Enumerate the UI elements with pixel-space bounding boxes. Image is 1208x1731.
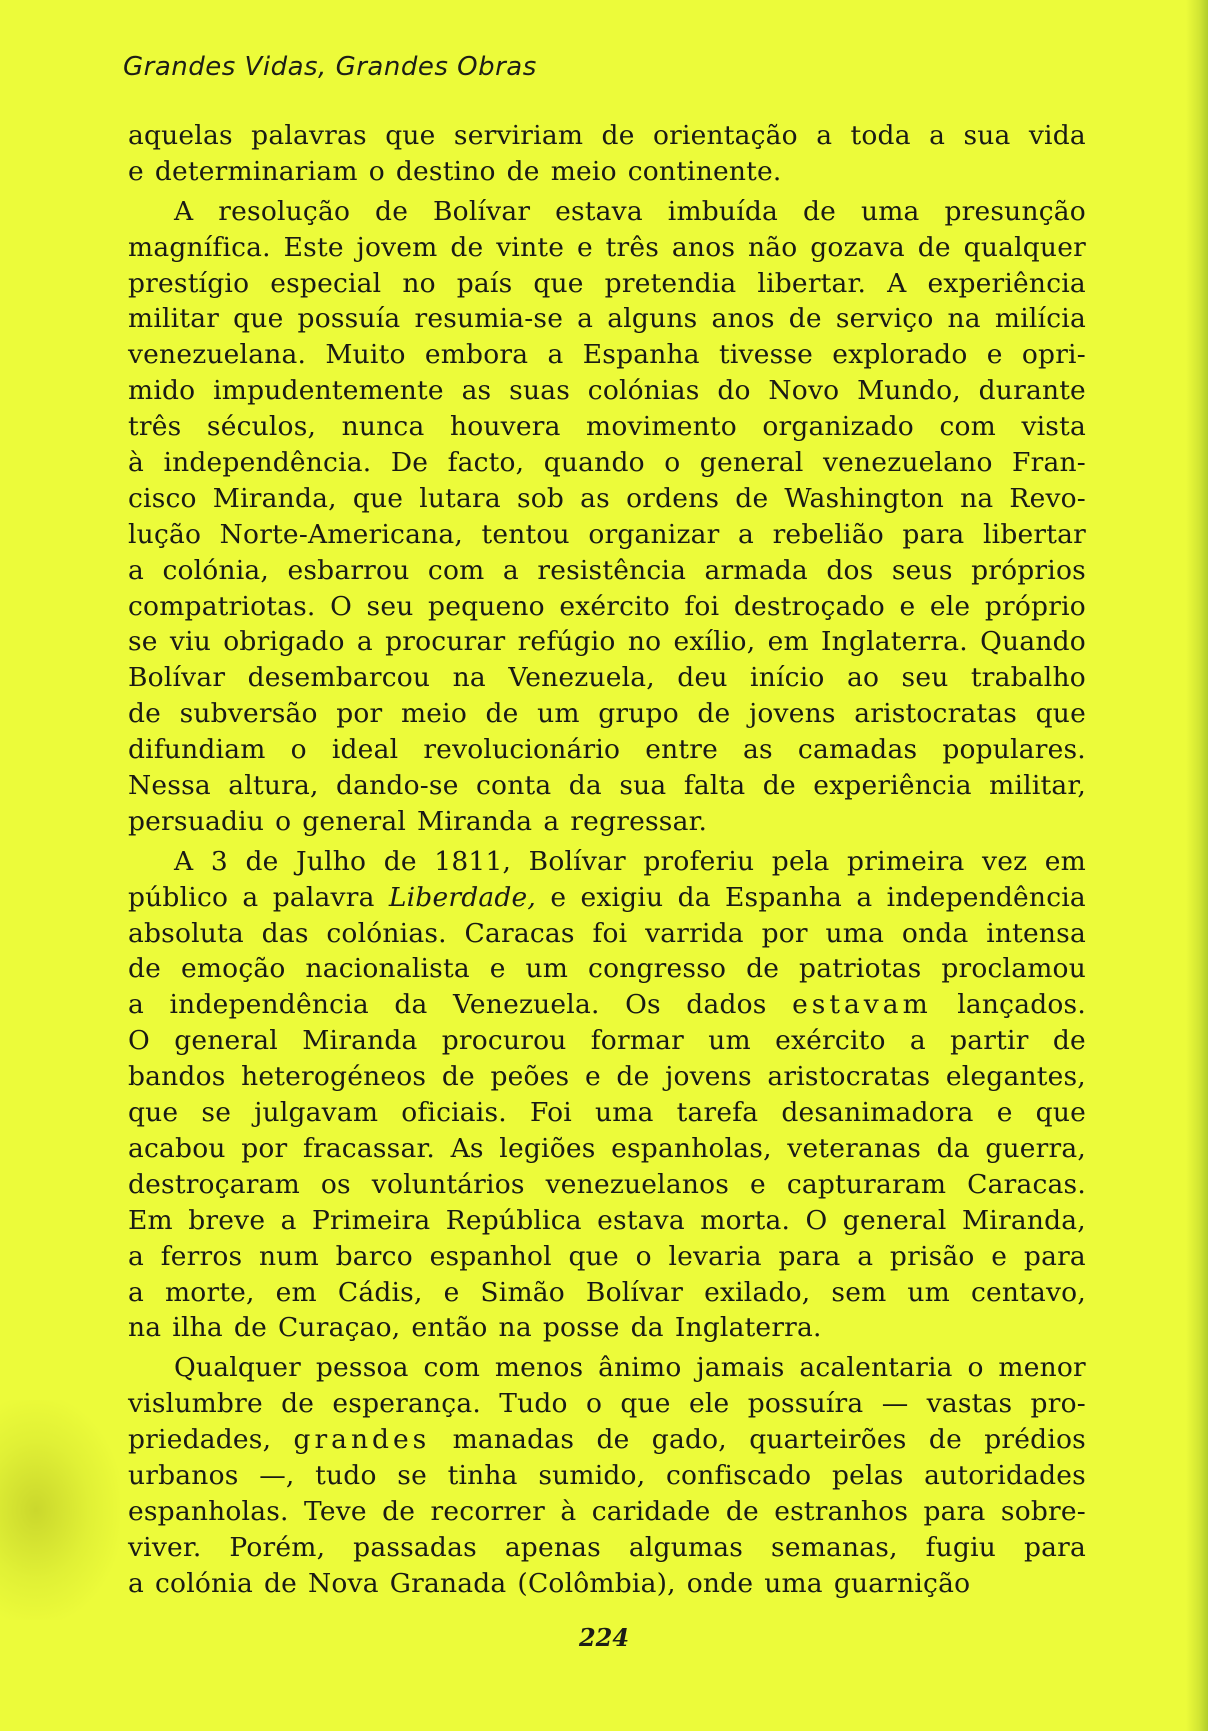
text-line: Qualquer pessoa com menos ânimo jamais acalentaria o menor xyxy=(174,1352,1086,1384)
body-text xyxy=(128,118,1086,1602)
page-edge-shadow xyxy=(1186,0,1208,1731)
text-line: priedades, grandes manadas de gado, quarteirões de prédios xyxy=(128,1424,1086,1456)
text-line: vislumbre de esperança. Tudo o que ele possuíra — vastas pro- xyxy=(128,1388,1086,1420)
text-line: Bolívar desembarcou na Venezuela, deu início ao seu trabalho xyxy=(128,662,1086,694)
text-line: se viu obrigado a procurar refúgio no exílio, em Inglaterra. Quando xyxy=(128,626,1086,658)
page-number: 224 xyxy=(578,1623,630,1652)
paragraph xyxy=(128,844,1086,1346)
text-line: três séculos, nunca houvera movimento organizado com vista xyxy=(128,411,1086,443)
text-line: que se julgavam oficiais. Foi uma tarefa desanimadora e que xyxy=(128,1097,1086,1129)
text-line: acabou por fracassar. As legiões espanholas, veteranas da guerra, xyxy=(128,1132,1086,1164)
text-line: prestígio especial no país que pretendia libertar. A experiência xyxy=(128,267,1086,299)
text-line: cisco Miranda, que lutara sob as ordens de Washington na Revo- xyxy=(128,482,1086,514)
text-line: A 3 de Julho de 1811, Bolívar proferiu pela primeira vez em xyxy=(174,845,1086,877)
paragraph xyxy=(128,118,1086,190)
text-line: destroçaram os voluntários venezuelanos e capturaram Caracas. xyxy=(128,1168,1086,1200)
text-line: a ferros num barco espanhol que o levaria para a prisão e para xyxy=(128,1240,1086,1272)
text-line: a morte, em Cádis, e Simão Bolívar exilado, sem um centavo, xyxy=(128,1276,1086,1308)
text-line: de subversão por meio de um grupo de jovens aristocratas que xyxy=(128,698,1086,730)
text-line: urbanos —, tudo se tinha sumido, confiscado pelas autoridades xyxy=(128,1459,1086,1491)
text-line: viver. Porém, passadas apenas algumas semanas, fugiu para xyxy=(128,1531,1086,1563)
text-line: O general Miranda procurou formar um exército a partir de xyxy=(128,1025,1086,1057)
text-line: mido impudentemente as suas colónias do Novo Mundo, durante xyxy=(128,375,1086,407)
text-line: a colónia de Nova Granada (Colômbia), onde uma guarnição xyxy=(128,1567,971,1599)
text-line: compatriotas. O seu pequeno exército foi destroçado e ele próprio xyxy=(128,590,1086,622)
text-line: bandos heterogéneos de peões e de jovens aristocratas elegantes, xyxy=(128,1061,1086,1093)
text-line: persuadiu o general Miranda a regressar. xyxy=(128,805,708,837)
text-line: na ilha de Curaçao, então na posse da Inglaterra. xyxy=(128,1312,822,1344)
text-line: A resolução de Bolívar estava imbuída de uma presunção xyxy=(174,195,1086,227)
text-line: espanholas. Teve de recorrer à caridade de estranhos para sobre- xyxy=(128,1495,1086,1527)
text-line: absoluta das colónias. Caracas foi varrida por uma onda intensa xyxy=(128,917,1086,949)
text-line: Nessa altura, dando-se conta da sua falta de experiência militar, xyxy=(128,770,1086,802)
running-head: Grandes Vidas, Grandes Obras xyxy=(123,52,537,82)
text-line: difundiam o ideal revolucionário entre as camadas populares. xyxy=(128,734,1086,766)
text-line: lução Norte-Americana, tentou organizar a rebelião para libertar xyxy=(128,518,1086,550)
text-line: de emoção nacionalista e um congresso de patriotas proclamou xyxy=(128,953,1086,985)
text-line: militar que possuía resumia-se a alguns anos de serviço na milícia xyxy=(128,303,1086,335)
paragraph xyxy=(128,194,1086,840)
text-line: e determinariam o destino de meio continente. xyxy=(128,155,782,187)
text-line: público a palavra Liberdade, e exigiu da Espanha a independência xyxy=(128,881,1086,913)
text-line: a colónia, esbarrou com a resistência armada dos seus próprios xyxy=(128,554,1086,586)
text-line: à independência. De facto, quando o general venezuelano Fran- xyxy=(128,447,1086,479)
text-line: a independência da Venezuela. Os dados estavam lançados. xyxy=(128,989,1086,1021)
text-line: venezuelana. Muito embora a Espanha tivesse explorado e opri- xyxy=(128,339,1086,371)
text-line: magnífica. Este jovem de vinte e três anos não gozava de qualquer xyxy=(128,231,1086,263)
text-line: Em breve a Primeira República estava morta. O general Miranda, xyxy=(128,1204,1086,1236)
paragraph xyxy=(128,1350,1086,1601)
text-line: aquelas palavras que serviriam de orientação a toda a sua vida xyxy=(128,120,1086,151)
paper-stain xyxy=(0,1400,120,1620)
